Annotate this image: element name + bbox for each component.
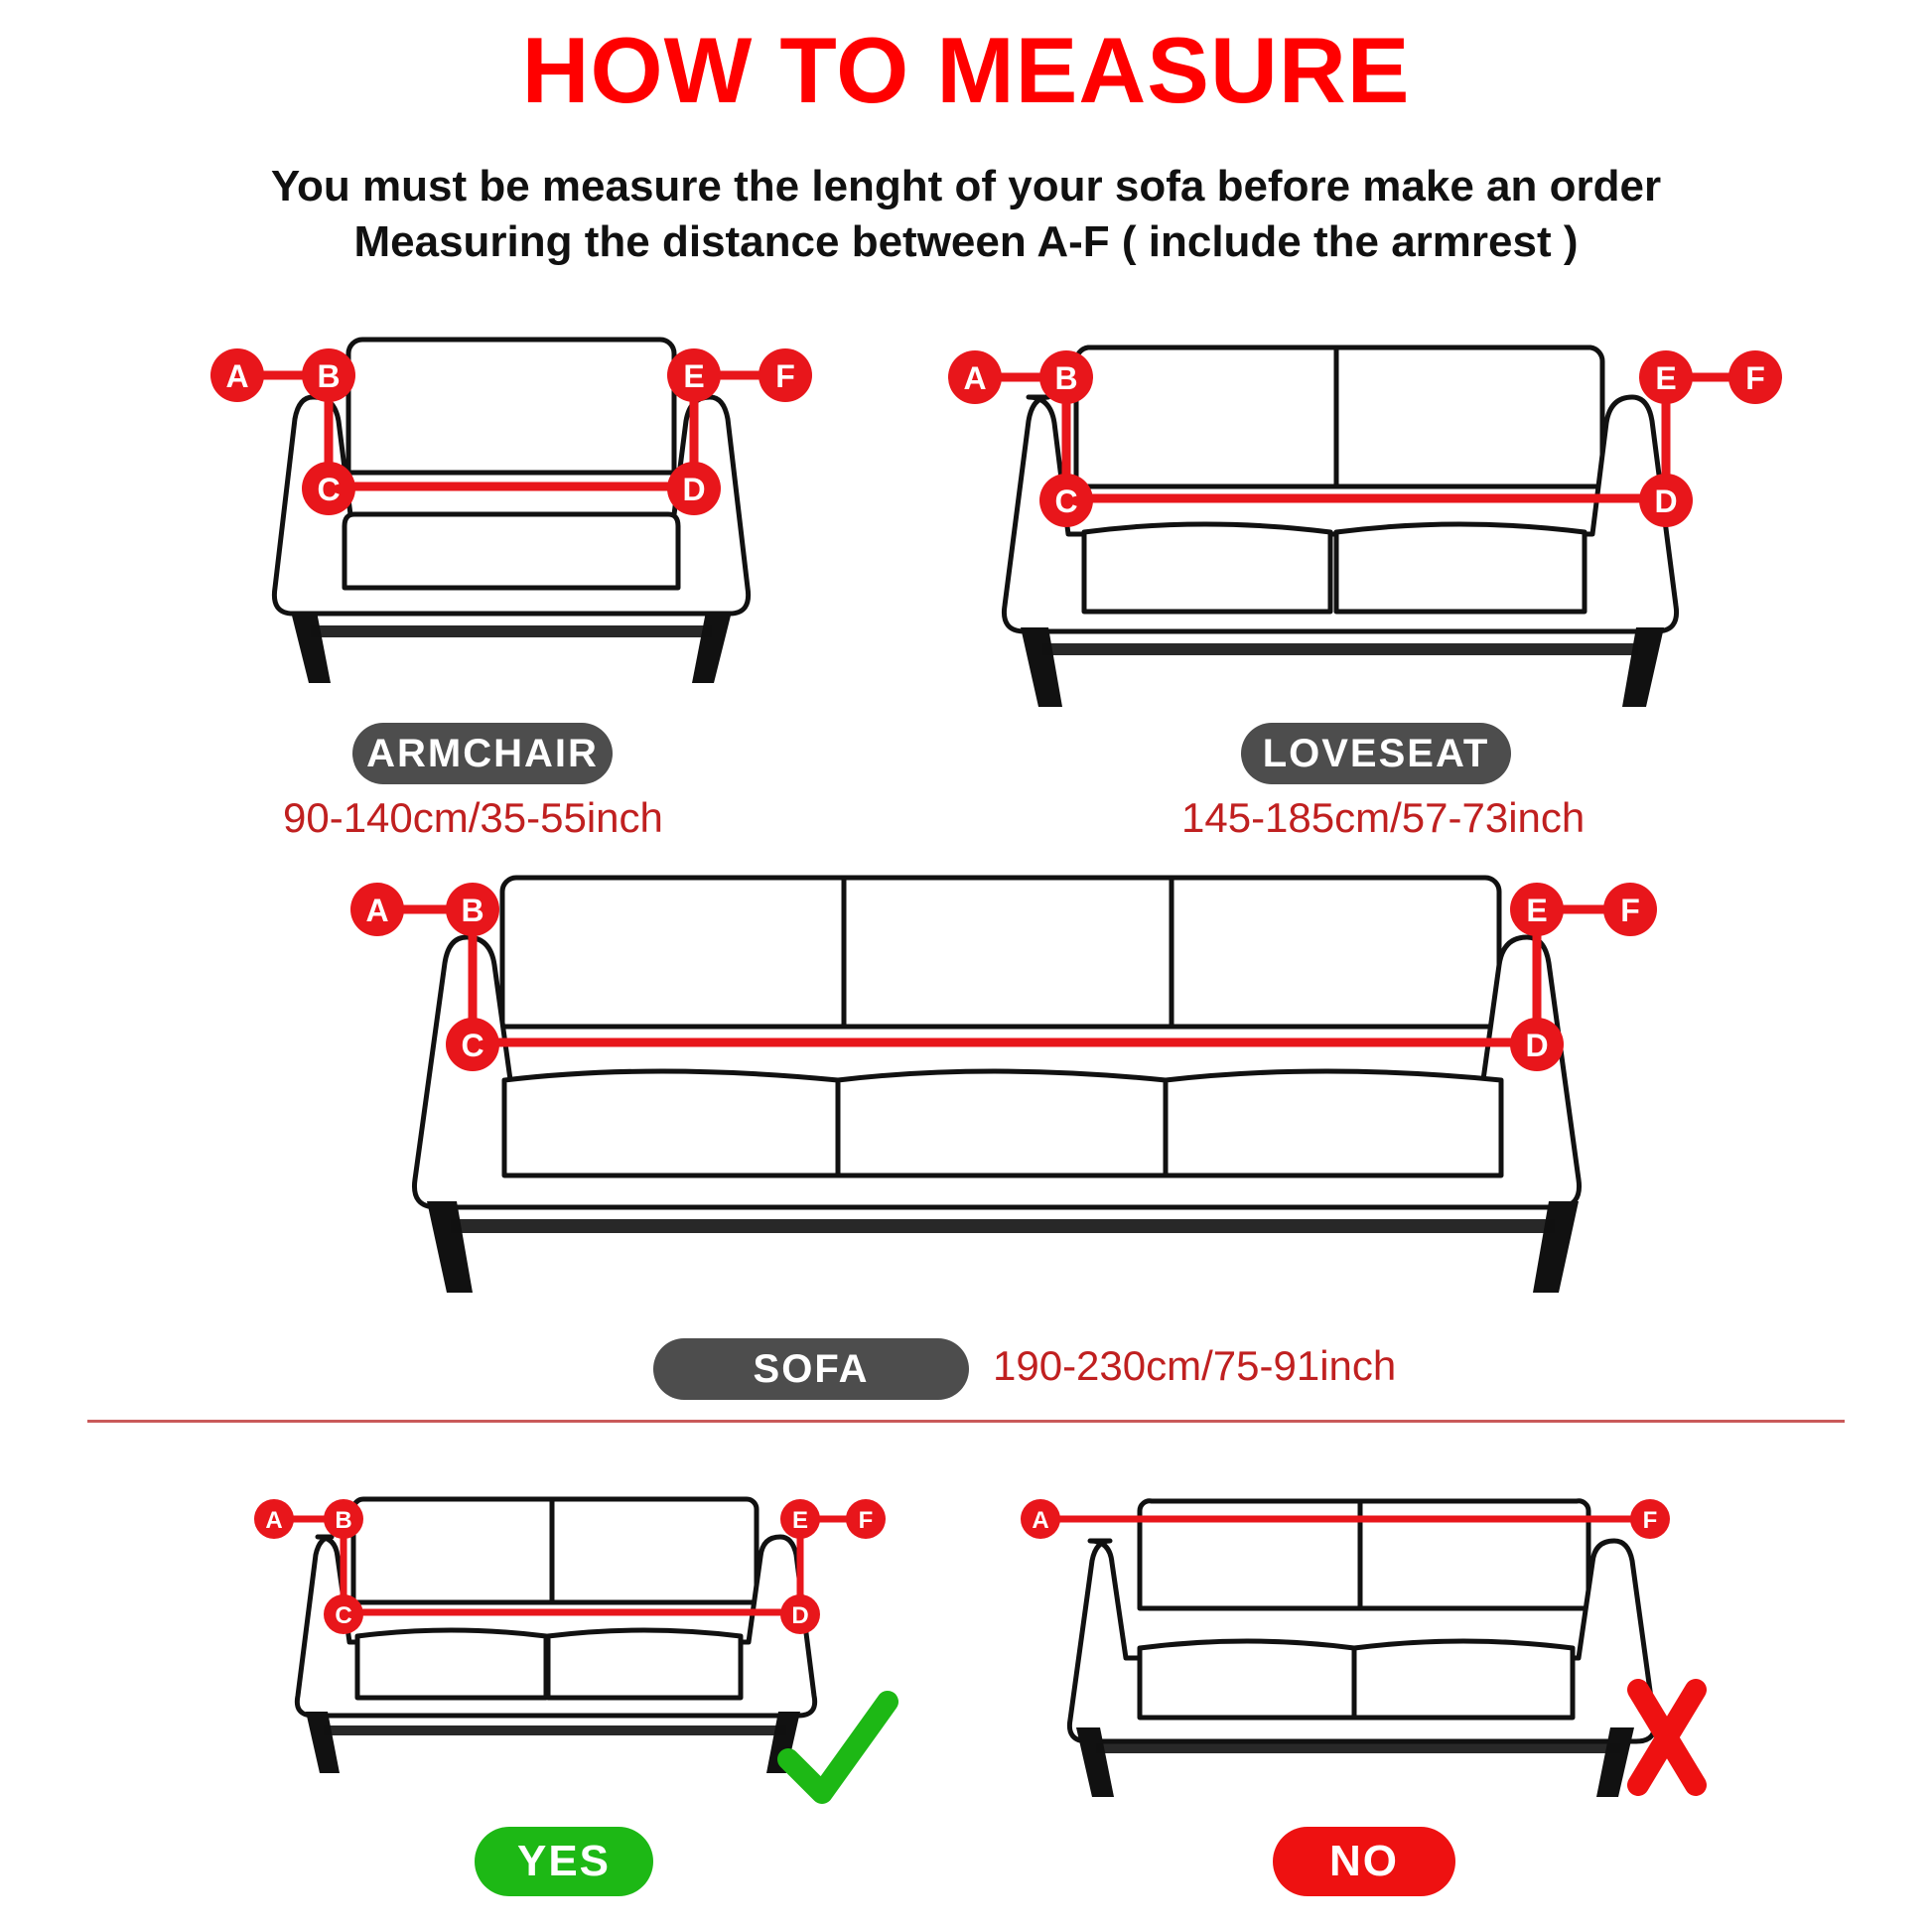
svg-text:C: C bbox=[1054, 483, 1078, 519]
svg-text:F: F bbox=[775, 358, 795, 394]
sofa-figure bbox=[365, 864, 1640, 1340]
svg-text:E: E bbox=[1526, 893, 1548, 928]
sofa-label-pill: SOFA bbox=[653, 1338, 969, 1400]
yes-label-pill: YES bbox=[475, 1827, 653, 1896]
svg-text:D: D bbox=[791, 1602, 809, 1629]
loveseat-label-pill: LOVESEAT bbox=[1241, 723, 1511, 784]
svg-text:B: B bbox=[1054, 360, 1078, 396]
svg-text:A: A bbox=[265, 1507, 283, 1534]
page-title: HOW TO MEASURE bbox=[521, 18, 1411, 122]
incorrect-example-figure bbox=[1032, 1479, 1688, 1817]
svg-text:E: E bbox=[1655, 360, 1677, 396]
svg-text:B: B bbox=[461, 893, 484, 928]
svg-text:F: F bbox=[1620, 893, 1640, 928]
no-label-pill: NO bbox=[1273, 1827, 1455, 1896]
svg-text:F: F bbox=[1745, 360, 1765, 396]
sofa-dimension: 190-230cm/75-91inch bbox=[993, 1342, 1397, 1389]
svg-text:A: A bbox=[963, 360, 987, 396]
svg-text:C: C bbox=[461, 1028, 484, 1063]
svg-text:E: E bbox=[683, 358, 705, 394]
svg-text:A: A bbox=[365, 893, 389, 928]
loveseat-dimension: 145-185cm/57-73inch bbox=[1181, 794, 1586, 841]
svg-text:E: E bbox=[791, 1507, 809, 1534]
armchair-figure bbox=[225, 328, 795, 725]
subtitle-line-1: You must be measure the lenght of your sofa before make an order bbox=[270, 162, 1662, 210]
svg-text:D: D bbox=[682, 472, 706, 507]
armchair-label-pill: ARMCHAIR bbox=[352, 723, 613, 784]
svg-text:A: A bbox=[1032, 1507, 1049, 1534]
subtitle-line-2: Measuring the distance between A-F ( include the armrest ) bbox=[353, 217, 1579, 267]
svg-text:B: B bbox=[317, 358, 341, 394]
armchair-dimension: 90-140cm/35-55inch bbox=[283, 794, 663, 841]
svg-text:F: F bbox=[858, 1507, 874, 1534]
svg-text:A: A bbox=[225, 358, 249, 394]
svg-text:F: F bbox=[1642, 1507, 1658, 1534]
svg-text:D: D bbox=[1525, 1028, 1549, 1063]
section-divider bbox=[87, 1420, 1845, 1423]
svg-text:C: C bbox=[317, 472, 341, 507]
svg-text:C: C bbox=[335, 1602, 352, 1629]
correct-example-figure bbox=[265, 1489, 874, 1807]
svg-text:B: B bbox=[335, 1507, 352, 1534]
svg-text:D: D bbox=[1654, 483, 1678, 519]
loveseat-figure bbox=[963, 338, 1765, 735]
page-subtitle bbox=[0, 159, 1932, 271]
